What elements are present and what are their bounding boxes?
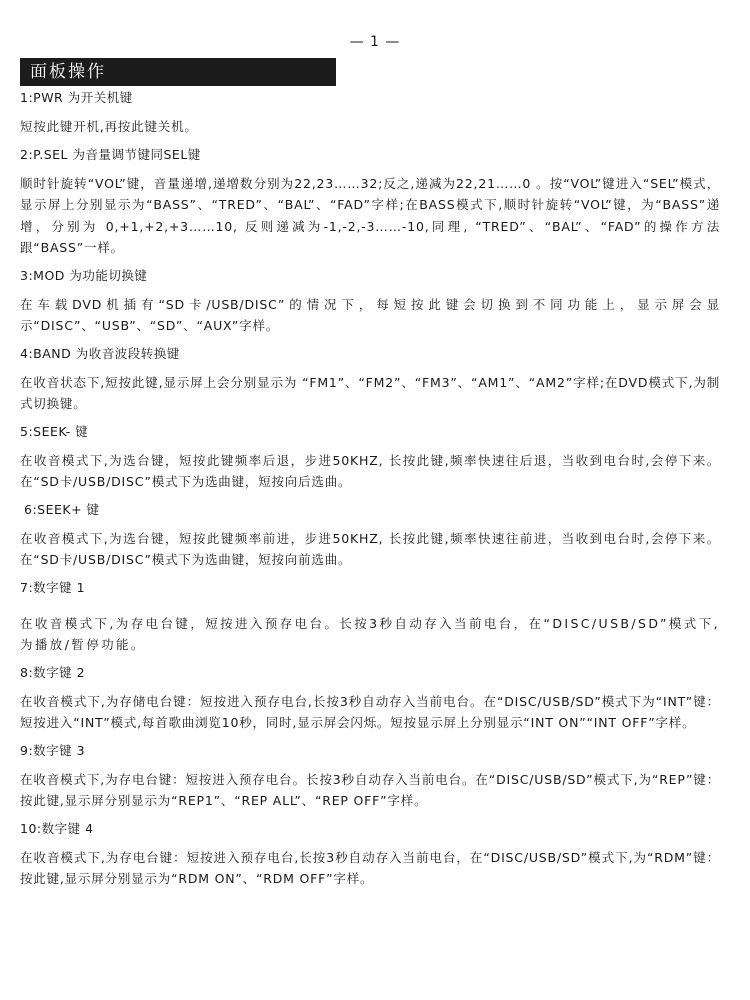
- section-seek-minus: [20, 423, 720, 493]
- section-paragraph: 在收音模式下,为选台键，短按此键频率前进，步进50KHZ, 长按此键,频率快速往前进，当收到电台时,会停下来。在“SD卡/USB/DISC”模式下为选曲键，短按向前选曲。: [20, 530, 720, 567]
- section-heading: 8:数字键 2: [20, 664, 86, 680]
- section-heading: 1:PWR 为开关机键: [20, 90, 133, 105]
- section-psel: [20, 146, 720, 259]
- section-seek-plus: [20, 501, 720, 571]
- section-heading: 2:P.SEL 为音量调节键同SEL键: [20, 146, 201, 162]
- section-key-1: [20, 579, 720, 656]
- section-paragraph: 在收音模式下,为存储电台键：短按进入预存电台,长按3秒自动存入当前电台。在“DISC/USB/SD”模式下为“INT”键：短按进入“INT”模式,每首歌曲浏览10秒，同时,显示屏会闪烁。短按显示屏上分别显示“INT ON”“INT OFF”字样。: [20, 693, 720, 730]
- section-paragraph: 顺时针旋转“VOL”键，音量递增,递增数分别为22,23……32;反之,递减为22,21……0 。按“VOL”键进入“SEL”模式，显示屏上分别显示为“BASS”、“TRED”、“BAL”、“FAD”字样;在BASS模式下,顺时针旋转“VOL”键，为“BASS”递增，分别为 0,+1,+2,+3……10, 反则递减为-1,-2,-3……-10,同理, “TRED”、“BAL”、“FAD”的操作方法跟“BASS”一样。: [20, 175, 720, 255]
- section-title: 面板操作: [20, 58, 336, 86]
- section-pwr: [20, 89, 720, 138]
- section-paragraph: 在收音模式下,为存电台键：短按进入预存电台。长按3秒自动存入当前电台。在“DISC/USB/SD”模式下,为“REP”键：按此键,显示屏分别显示为“REP1”、“REP ALL”、“REP OFF”字样。: [20, 771, 720, 808]
- section-heading: 10:数字键 4: [20, 820, 94, 836]
- section-paragraph: 在收音模式下,为存电台键，短按进入预存电台。长按3秒自动存入当前电台，在“DISC/USB/SD”模式下,为播放/暂停功能。: [20, 615, 720, 652]
- section-paragraph: 在收音状态下,短按此键,显示屏上会分别显示为 “FM1”、“FM2”、“FM3”、“AM1”、“AM2”字样;在DVD模式下,为制式切换键。: [20, 374, 720, 411]
- section-mod: [20, 267, 720, 337]
- section-paragraph: 在收音模式下,为选台键，短按此键频率后退，步进50KHZ, 长按此键,频率快速往后退，当收到电台时,会停下来。在“SD卡/USB/DISC”模式下为选曲键，短按向后选曲。: [20, 452, 720, 489]
- page-number: — 1 —: [349, 34, 401, 50]
- section-paragraph: 在车载DVD机插有“SD卡/USB/DISC”的情况下，每短按此键会切换到不同功能上，显示屏会显示“DISC”、“USB”、“SD”、“AUX”字样。: [20, 296, 720, 333]
- section-heading: 7:数字键 1: [20, 579, 86, 595]
- section-paragraph: 短按此键开机,再按此键关机。: [20, 119, 198, 134]
- document-body: [20, 89, 720, 898]
- section-key-3: [20, 742, 720, 812]
- section-heading: 3:MOD 为功能切换键: [20, 267, 148, 283]
- section-heading: 5:SEEK- 键: [20, 423, 89, 439]
- section-band: [20, 345, 720, 415]
- section-heading: 9:数字键 3: [20, 742, 86, 758]
- section-heading: 6:SEEK+ 键: [24, 501, 100, 517]
- section-paragraph: 在收音模式下,为存电台键：短按进入预存电台,长按3秒自动存入当前电台，在“DISC/USB/SD”模式下,为“RDM”键：按此键,显示屏分别显示为“RDM ON”、“RDM OFF”字样。: [20, 849, 720, 886]
- section-heading: 4:BAND 为收音波段转换键: [20, 345, 180, 361]
- section-key-4: [20, 820, 720, 890]
- section-key-2: [20, 664, 720, 734]
